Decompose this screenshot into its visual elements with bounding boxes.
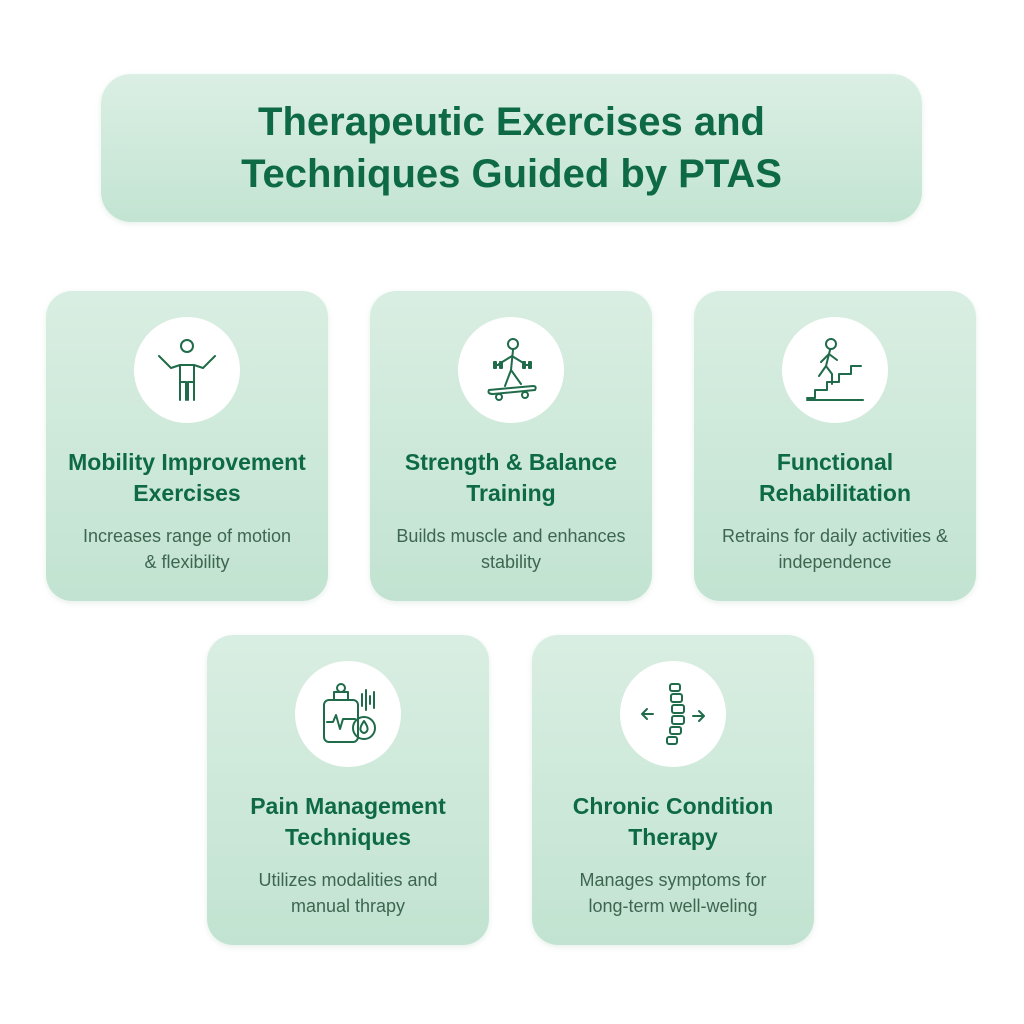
title-line-1: Therapeutic Exercises and bbox=[258, 100, 765, 144]
card-title-line-2: Exercises bbox=[133, 480, 241, 506]
card-title-line-1: Mobility Improvement bbox=[68, 449, 306, 475]
icon-circle bbox=[782, 317, 888, 423]
spine-arrows-icon bbox=[637, 678, 709, 750]
card-desc-line-2: manual thrapy bbox=[290, 896, 406, 916]
title-banner bbox=[101, 74, 922, 222]
card-title bbox=[207, 791, 489, 853]
card-desc-line-2: stability bbox=[480, 552, 542, 572]
card-desc-line-1: Manages symptoms for bbox=[579, 870, 767, 890]
card-description bbox=[706, 523, 964, 575]
card-title bbox=[694, 447, 976, 509]
card-desc-line-1: Retrains for daily activities & bbox=[721, 526, 949, 546]
card-description bbox=[382, 523, 640, 575]
card-title-line-1: Chronic Condition bbox=[572, 793, 774, 819]
icon-circle bbox=[620, 661, 726, 767]
person-balance-board-dumbbells-icon bbox=[475, 334, 547, 406]
card-title-line-2: Training bbox=[466, 480, 556, 506]
card-description bbox=[58, 523, 316, 575]
card-title bbox=[370, 447, 652, 509]
card-desc-line-2: independence bbox=[778, 552, 892, 572]
card-desc-line-1: Builds muscle and enhances bbox=[396, 526, 626, 546]
card-title bbox=[46, 447, 328, 509]
card-functional-rehabilitation bbox=[694, 291, 976, 601]
card-desc-line-2: & flexibility bbox=[144, 552, 230, 572]
card-chronic-condition bbox=[532, 635, 814, 945]
card-mobility-improvement bbox=[46, 291, 328, 601]
card-desc-line-2: long-term well-weling bbox=[588, 896, 758, 916]
card-title-line-1: Functional bbox=[776, 449, 894, 475]
person-climbing-stairs-icon bbox=[799, 334, 871, 406]
icon-circle bbox=[295, 661, 401, 767]
icon-circle bbox=[458, 317, 564, 423]
card-title-line-2: Techniques bbox=[284, 824, 412, 850]
card-title-line-1: Pain Management bbox=[250, 793, 446, 819]
icon-circle bbox=[134, 317, 240, 423]
therapy-device-waveform-droplet-icon bbox=[312, 678, 384, 750]
person-arms-raised-icon bbox=[151, 334, 223, 406]
card-desc-line-1: Utilizes modalities and bbox=[258, 870, 438, 890]
card-title-line-2: Rehabilitation bbox=[758, 480, 912, 506]
card-description bbox=[544, 867, 802, 919]
card-desc-line-1: Increases range of motion bbox=[82, 526, 292, 546]
card-title bbox=[532, 791, 814, 853]
card-title-line-2: Therapy bbox=[628, 824, 718, 850]
card-strength-balance bbox=[370, 291, 652, 601]
title-line-2: Techniques Guided by PTAS bbox=[241, 152, 782, 196]
card-pain-management bbox=[207, 635, 489, 945]
card-description bbox=[219, 867, 477, 919]
card-title-line-1: Strength & Balance bbox=[404, 449, 618, 475]
